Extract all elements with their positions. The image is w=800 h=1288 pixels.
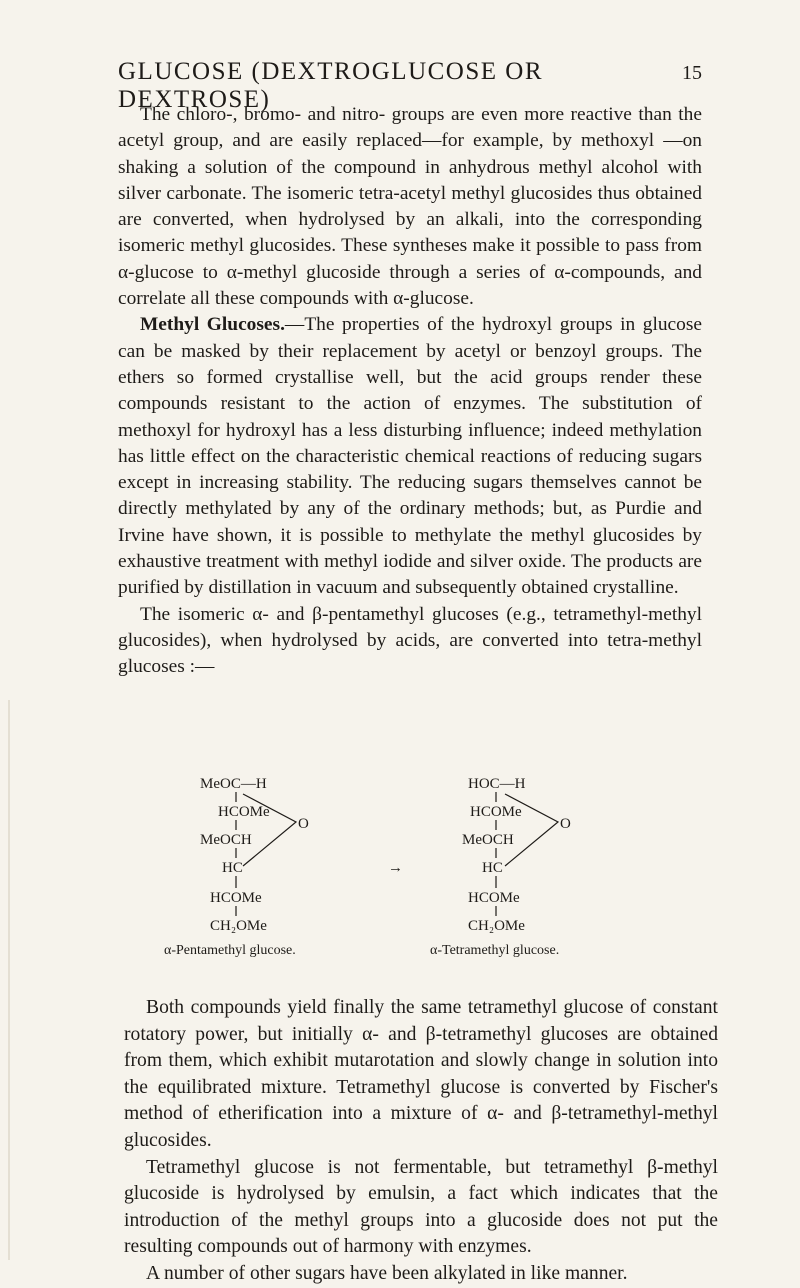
tetramethyl-glucose-structure <box>430 776 571 958</box>
left-c5-label: HCOMe <box>210 890 262 906</box>
right-c5-label: HCOMe <box>468 890 520 906</box>
left-caption: α-Pentamethyl glucose. <box>164 943 296 958</box>
paragraph-methyl-glucoses <box>118 312 702 601</box>
paragraph-fermentation: Tetramethyl glucose is not fermentable, but tetramethyl β-methyl glucoside is hydrolysed by emulsin, a fact which indicates that the introduction of the methyl groups into a glucoside does not put the resulting compounds out of harmony with enzymes. <box>124 1156 718 1258</box>
bottom-text-block <box>124 995 718 1288</box>
paragraph-tetramethyl-glucose: Both compounds yield finally the same tetramethyl glucose of constant rotatory power, but initially α- and β-tetramethyl glucoses are obtained from them, which exhibit mutarotation and slowly change in solution into the equilibrated mixture. Tetramethyl glucose is converted by Fischer's method of etherification into a mixture of α- and β-tetramethyl-methyl glucosides. <box>124 997 718 1151</box>
left-c3-label: MeOCH <box>200 832 252 848</box>
pentamethyl-glucose-structure <box>164 776 309 958</box>
right-c4-label: HC <box>482 860 503 876</box>
paragraph-methyl-glucoses-body: —The properties of the hydroxyl groups in glucose can be masked by their replacement by acetyl or benzoyl groups. The ethers so formed crystallise well, but the acid groups render these compounds resistant to the action of enzymes. The substitution of methoxyl for hydroxyl has a less disturbing influence; indeed methylation has little effect on the characteristic chemical reactions of reducing sugars except in increasing stability. The reducing sugars themselves cannot be directly methylated by any of the ordinary methods; but, as Purdie and Irvine have shown, it is possible to methylate the methyl glucosides by exhaustive treatment with methyl iodide and silver oxide. The products are purified by distillation in vacuum and subsequently obtained crystalline. <box>118 314 702 599</box>
right-c3-label: MeOCH <box>462 832 514 848</box>
structural-formula-figure <box>0 758 800 990</box>
section-heading-methyl-glucoses: Methyl Glucoses. <box>140 314 285 336</box>
page-number: 15 <box>682 62 702 84</box>
left-c6-label: CH₂OMe <box>210 918 267 934</box>
running-title: GLUCOSE (DEXTROGLUCOSE OR DEXTROSE) <box>118 58 543 113</box>
right-c6-label: CH₂OMe <box>468 918 525 934</box>
right-c2-label: HCOMe <box>470 804 522 820</box>
top-text-block <box>118 102 702 681</box>
paragraph-other-sugars: A number of other sugars have been alkylated in like manner. <box>146 1262 628 1284</box>
right-c1-label: HOC—H <box>468 776 526 792</box>
formula-svg <box>0 758 800 990</box>
left-c2-label: HCOMe <box>218 804 270 820</box>
right-caption: α-Tetramethyl glucose. <box>430 943 560 958</box>
paragraph-reactive-groups: The chloro-, bromo- and nitro- groups are even more reactive than the acetyl group, and are easily replaced—for example, by methoxyl —on shaking a solution of the compound in anhydrous methyl alcohol with silver carbonate. The isomeric tetra-acetyl methyl glucosides thus obtained are converted, when hydrolysed by an alkali, into the corresponding isomeric methyl glucosides. These syntheses make it possible to pass from α-glucose to α-methyl glucoside through a series of α-compounds, and correlate all these compounds with α-glucose. <box>118 104 702 310</box>
left-c1-label: MeOC—H <box>200 776 267 792</box>
left-c4-label: HC <box>222 860 243 876</box>
reaction-arrow-icon: → <box>388 860 403 876</box>
paragraph-pentamethyl-glucoses: The isomeric α- and β-pentamethyl glucoses (e.g., tetramethyl-methyl glucosides), when hydrolysed by acids, are converted into tetra-methyl glucoses :— <box>118 603 702 678</box>
left-ring-oxygen: O <box>298 816 309 832</box>
right-ring-oxygen: O <box>560 816 571 832</box>
